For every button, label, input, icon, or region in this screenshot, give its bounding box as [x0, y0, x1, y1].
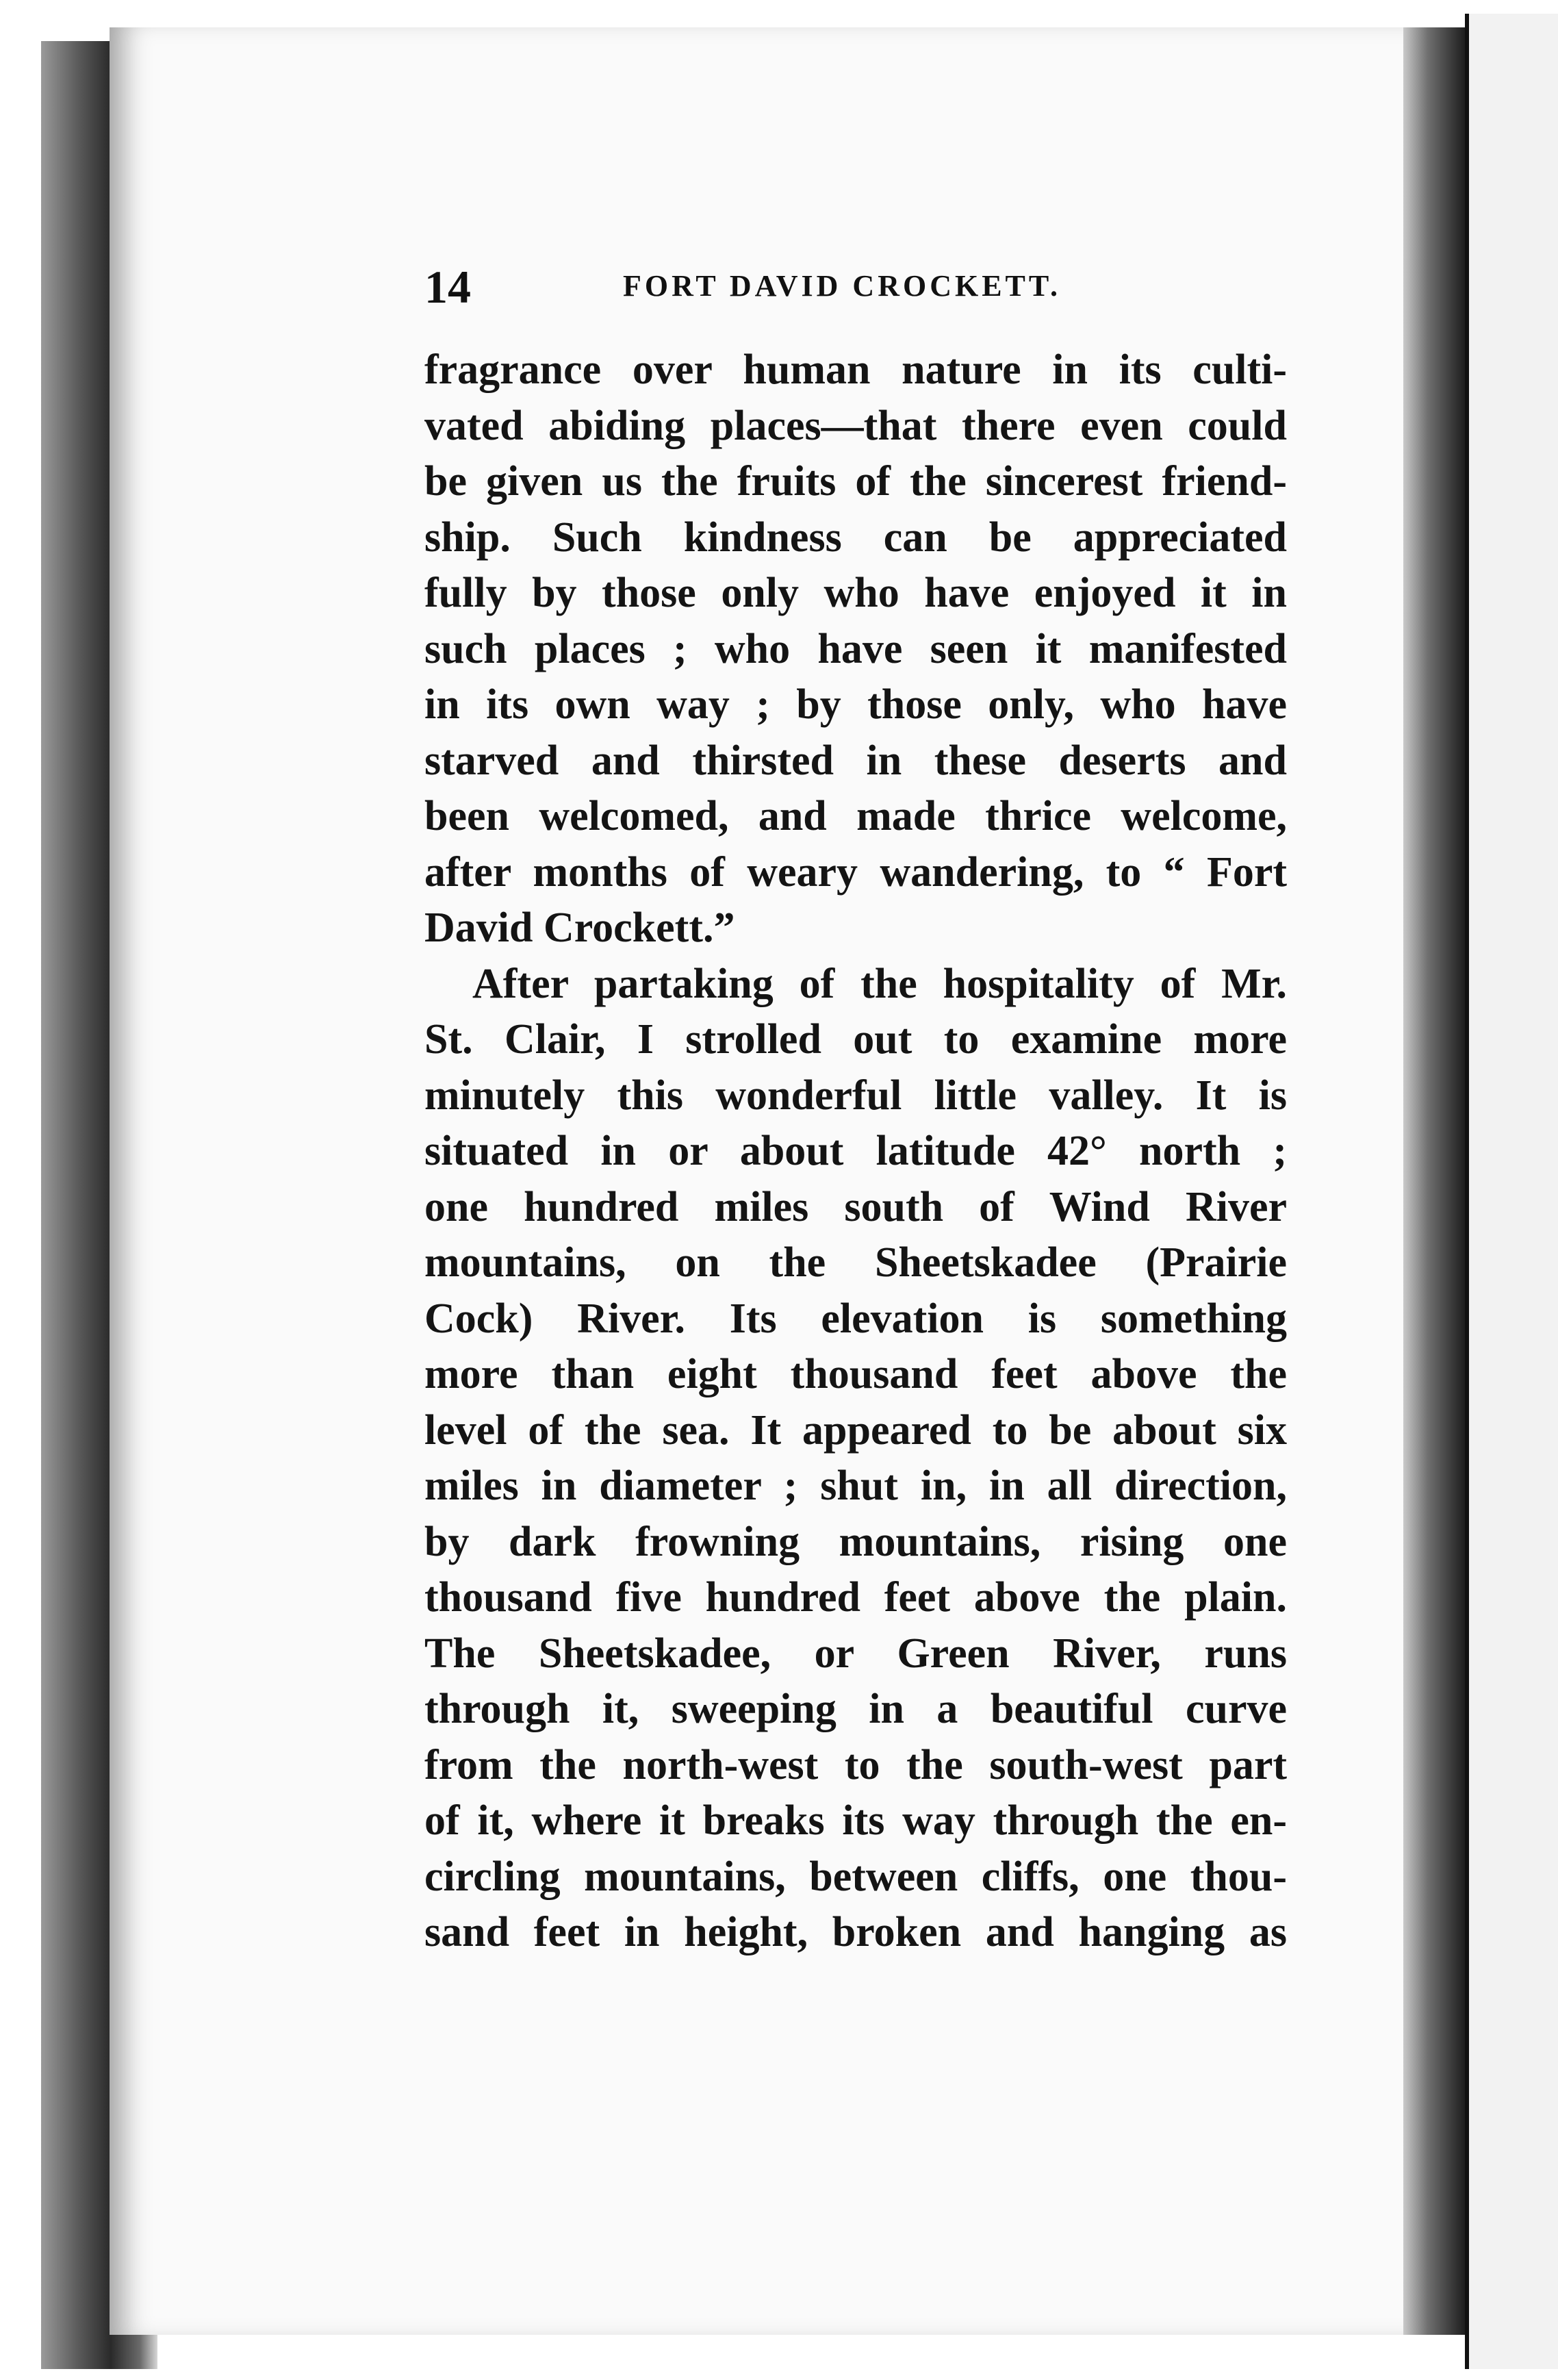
text-line: one hundred miles south of Wind River — [424, 1183, 1287, 1230]
text-line: from the north-west to the south-west part — [424, 1741, 1287, 1788]
text-line: been welcomed, and made thrice welcome, — [424, 793, 1287, 839]
text-line: situated in or about latitude 42° north ; — [424, 1128, 1287, 1174]
text-line: mountains, on the Sheetskadee (Prairie — [424, 1239, 1287, 1286]
text-line: be given us the fruits of the sincerest friend- — [424, 458, 1287, 505]
paragraph-2 — [424, 957, 1287, 1961]
text-line: by dark frowning mountains, rising one — [424, 1518, 1287, 1565]
text-line: minutely this wonderful little valley. It is — [424, 1072, 1287, 1119]
text-line: The Sheetskadee, or Green River, runs — [424, 1630, 1287, 1677]
page-number: 14 — [424, 261, 471, 313]
text-line: fully by those only who have enjoyed it in — [424, 570, 1287, 616]
text-line: St. Clair, I strolled out to examine more — [424, 1016, 1287, 1063]
text-line: of it, where it breaks its way through the en- — [424, 1797, 1287, 1844]
text-line: starved and thirsted in these deserts and — [424, 737, 1287, 784]
text-line: ship. Such kindness can be appreciated — [424, 514, 1287, 561]
text-line: vated abiding places—that there even could — [424, 402, 1287, 449]
text-line: in its own way ; by those only, who have — [424, 681, 1287, 728]
running-title: FORT DAVID CROCKETT. — [623, 269, 1061, 303]
text-line: David Crockett.” — [424, 904, 735, 951]
binding-shadow-right — [1403, 27, 1465, 2335]
paragraph-1 — [424, 342, 1287, 957]
body-text — [424, 342, 1287, 1961]
text-line: through it, sweeping in a beautiful curve — [424, 1686, 1287, 1732]
text-line: After partaking of the hospitality of Mr. — [472, 960, 1287, 1007]
text-line: such places ; who have seen it manifested — [424, 625, 1287, 672]
adjacent-page-edge — [1465, 14, 1558, 2369]
text-line: sand feet in height, broken and hanging as — [424, 1909, 1287, 1955]
text-line: thousand five hundred feet above the plain. — [424, 1574, 1287, 1621]
text-line: circling mountains, between cliffs, one thou- — [424, 1853, 1287, 1900]
text-line: fragrance over human nature in its culti- — [424, 346, 1287, 393]
text-line: level of the sea. It appeared to be about six — [424, 1406, 1287, 1454]
text-line: after months of weary wandering, to “ Fort — [424, 848, 1287, 896]
text-line: more than eight thousand feet above the — [424, 1351, 1287, 1397]
text-line: Cock) River. Its elevation is something — [424, 1295, 1287, 1342]
text-line: miles in diameter ; shut in, in all direction, — [424, 1463, 1287, 1509]
